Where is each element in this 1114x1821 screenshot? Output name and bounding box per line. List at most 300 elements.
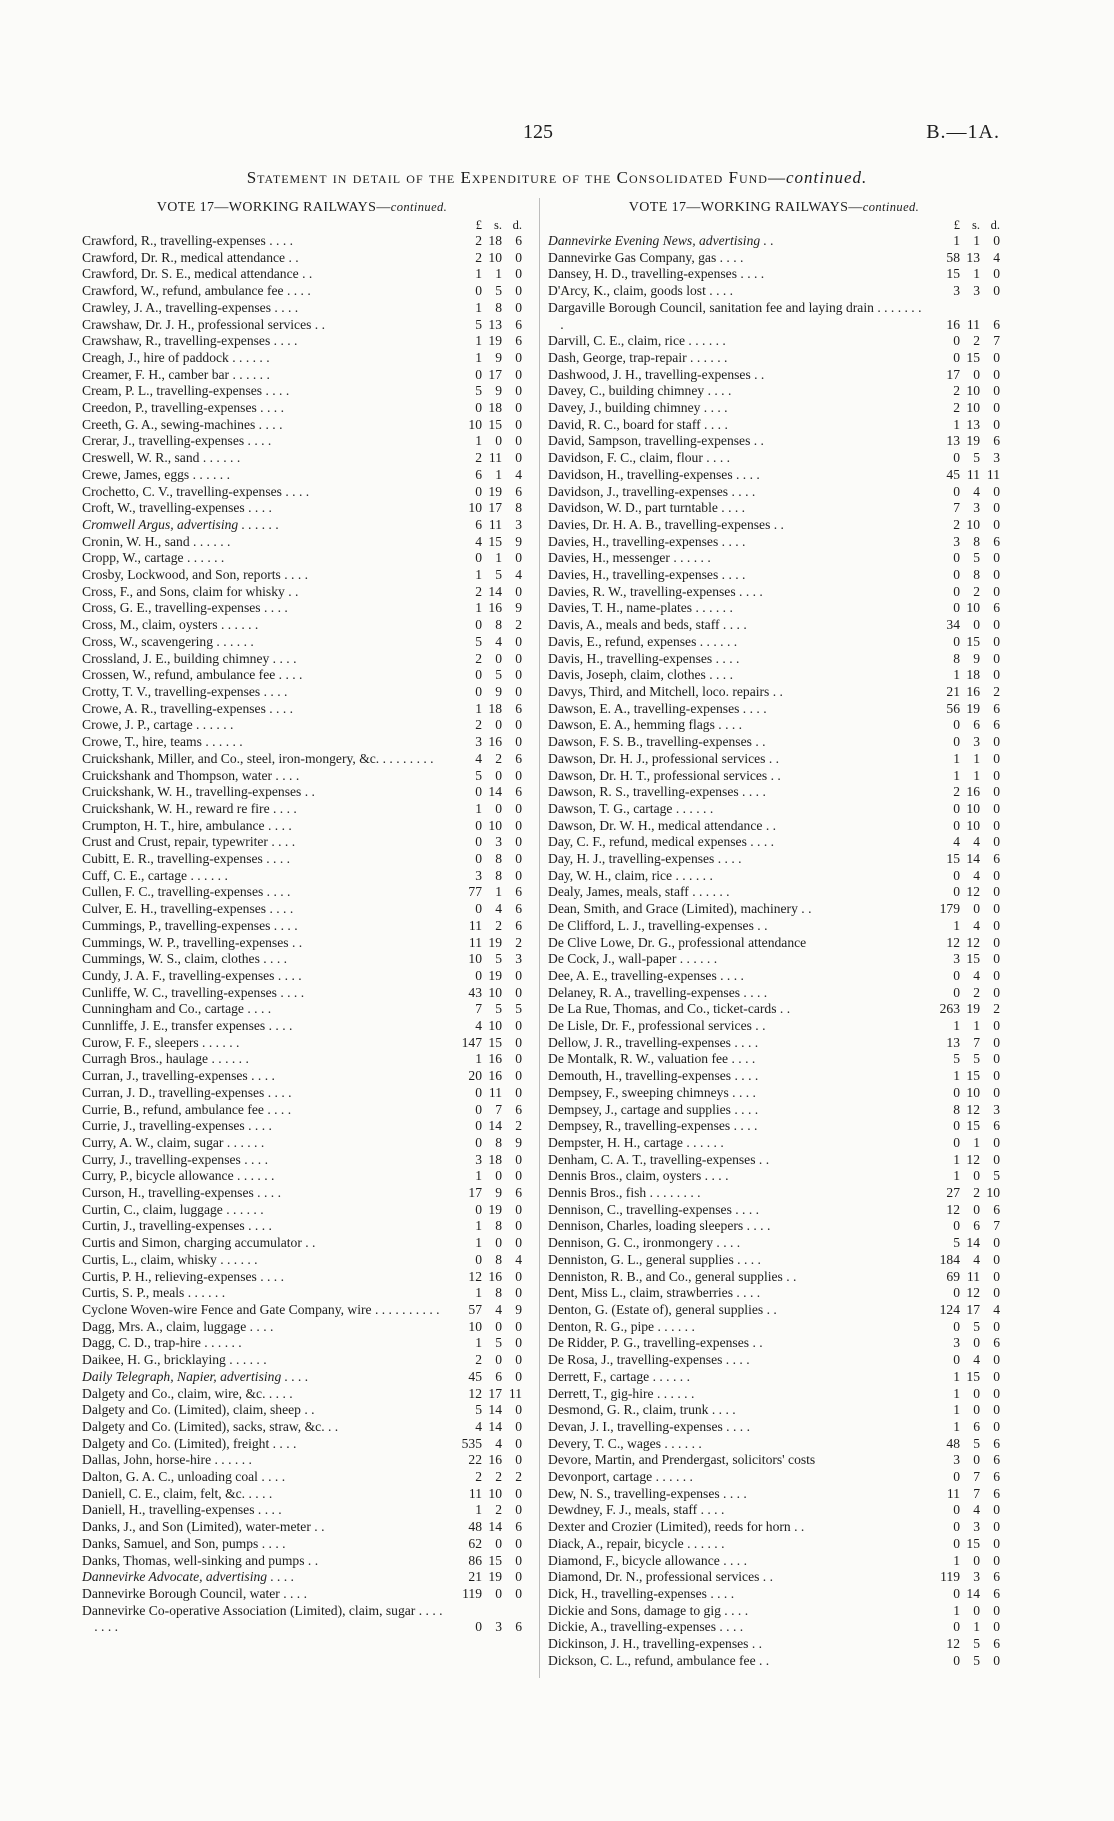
expenditure-entry bbox=[82, 600, 522, 617]
expenditure-entry bbox=[82, 1068, 522, 1085]
expenditure-entry bbox=[82, 784, 522, 801]
amount-pounds: 1 bbox=[475, 349, 482, 365]
expenditure-entry bbox=[82, 584, 522, 601]
amount-pence: 0 bbox=[993, 483, 1000, 499]
expenditure-entry bbox=[82, 317, 522, 334]
expenditure-entry bbox=[82, 1369, 522, 1386]
payee-description: Crawshaw, Dr. J. H., professional services . . bbox=[82, 316, 326, 332]
amount-shillings: 19 bbox=[488, 967, 502, 983]
amount-pence: 0 bbox=[993, 1268, 1000, 1284]
amount-shillings: 14 bbox=[488, 1402, 502, 1418]
expenditure-list bbox=[82, 233, 522, 1636]
payee-description: Devonport, cartage . . . . . . bbox=[548, 1469, 693, 1485]
expenditure-entry bbox=[82, 1386, 522, 1403]
amount-pence: 0 bbox=[993, 734, 1000, 750]
amount-pounds: 0 bbox=[953, 550, 960, 566]
amount-pence: 6 bbox=[993, 1485, 1000, 1501]
expenditure-entry bbox=[82, 1051, 522, 1068]
amount-pence: 0 bbox=[993, 1652, 1000, 1668]
amount-pence: 0 bbox=[515, 450, 522, 466]
amount-shillings: 15 bbox=[966, 1118, 980, 1134]
amount-pence: 0 bbox=[515, 1268, 522, 1284]
amount-pence: 0 bbox=[993, 283, 1000, 299]
amount-pence: 3 bbox=[993, 450, 1000, 466]
expenditure-entry bbox=[82, 918, 522, 935]
amount-shillings: 2 bbox=[973, 583, 980, 599]
amount-shillings: 8 bbox=[973, 567, 980, 583]
amount-pence: 0 bbox=[993, 416, 1000, 432]
payee-description: Davidson, H., travelling-expenses . . . . bbox=[548, 466, 760, 482]
amount-pounds: 11 bbox=[468, 1485, 482, 1501]
payee-description: Curson, H., travelling-expenses . . . . bbox=[82, 1185, 281, 1201]
expenditure-entry bbox=[548, 1519, 1000, 1536]
amount-pence: 0 bbox=[515, 767, 522, 783]
amount-pounds: 0 bbox=[953, 867, 960, 883]
amount-pounds: 3 bbox=[953, 951, 960, 967]
expenditure-entry bbox=[548, 1235, 1000, 1252]
amount-pounds: 1 bbox=[953, 1018, 960, 1034]
payee-description: De Montalk, R. W., valuation fee . . . . bbox=[548, 1051, 756, 1067]
amount-pence: 11 bbox=[986, 466, 1000, 482]
payee-description: Davies, T. H., name-plates . . . . . . bbox=[548, 600, 733, 616]
amount-shillings: 3 bbox=[973, 500, 980, 516]
payee-description: Dempster, H. H., cartage . . . . . . bbox=[548, 1134, 724, 1150]
expenditure-entry bbox=[548, 951, 1000, 968]
payee-description: Danks, J., and Son (Limited), water-meter . . bbox=[82, 1519, 325, 1535]
expenditure-entry bbox=[548, 667, 1000, 684]
shillings-header: s. bbox=[972, 218, 980, 232]
payee-description: Curran, J. D., travelling-expenses . . . . bbox=[82, 1084, 292, 1100]
amount-pence: 0 bbox=[993, 901, 1000, 917]
amount-shillings: 0 bbox=[973, 1402, 980, 1418]
amount-pounds: 1 bbox=[475, 1218, 482, 1234]
expenditure-entry bbox=[82, 534, 522, 551]
amount-shillings: 9 bbox=[495, 1185, 502, 1201]
amount-pence: 6 bbox=[993, 316, 1000, 332]
amount-shillings: 2 bbox=[495, 917, 502, 933]
amount-pence: 0 bbox=[993, 567, 1000, 583]
payee-description: Dexter and Crozier (Limited), reeds for horn . . bbox=[548, 1519, 805, 1535]
amount-pounds: 263 bbox=[939, 1001, 960, 1017]
amount-pence: 4 bbox=[515, 466, 522, 482]
amount-pence: 0 bbox=[993, 1535, 1000, 1551]
amount-shillings: 15 bbox=[966, 633, 980, 649]
payee-description: Dee, A. E., travelling-expenses . . . . bbox=[548, 967, 744, 983]
amount-pence: 6 bbox=[515, 750, 522, 766]
amount-pounds: 0 bbox=[475, 550, 482, 566]
expenditure-entry bbox=[82, 1085, 522, 1102]
amount-pence: 3 bbox=[993, 1101, 1000, 1117]
amount-pounds: 0 bbox=[475, 901, 482, 917]
expenditure-entry bbox=[82, 1352, 522, 1369]
expenditure-entry bbox=[548, 1486, 1000, 1503]
amount-pence: 0 bbox=[515, 1068, 522, 1084]
amount-pounds: 10 bbox=[468, 416, 482, 432]
amount-pounds: 0 bbox=[953, 1502, 960, 1518]
amount-shillings: 1 bbox=[973, 1619, 980, 1635]
amount-pence: 6 bbox=[993, 1452, 1000, 1468]
amount-shillings: 8 bbox=[495, 1285, 502, 1301]
expenditure-entry bbox=[548, 901, 1000, 918]
amount-pounds: 4 bbox=[475, 1018, 482, 1034]
vote-heading bbox=[548, 198, 1000, 217]
payee-description: Cubitt, E. R., travelling-expenses . . . . bbox=[82, 851, 291, 867]
amount-pounds: 0 bbox=[475, 1118, 482, 1134]
expenditure-entry bbox=[82, 1185, 522, 1202]
amount-pence: 0 bbox=[993, 1051, 1000, 1067]
amount-pounds: 12 bbox=[468, 1268, 482, 1284]
amount-shillings: 14 bbox=[488, 784, 502, 800]
right-column bbox=[548, 198, 1000, 1669]
payee-description: Dennison, Charles, loading sleepers . . . . bbox=[548, 1218, 771, 1234]
payee-description: Cropp, W., cartage . . . . . . bbox=[82, 550, 225, 566]
amount-pounds: 0 bbox=[953, 1352, 960, 1368]
amount-pounds: 0 bbox=[953, 583, 960, 599]
expenditure-entry bbox=[548, 1369, 1000, 1386]
amount-pence: 6 bbox=[993, 600, 1000, 616]
amount-shillings: 14 bbox=[488, 1418, 502, 1434]
amount-pence: 0 bbox=[993, 1418, 1000, 1434]
amount-pounds: 2 bbox=[475, 450, 482, 466]
amount-pence: 0 bbox=[993, 834, 1000, 850]
document-reference: B.—1A. bbox=[926, 121, 1000, 143]
amount-pence: 0 bbox=[515, 416, 522, 432]
payee-description: Diamond, F., bicycle allowance . . . . bbox=[548, 1552, 747, 1568]
amount-shillings: 5 bbox=[495, 283, 502, 299]
amount-pounds: 0 bbox=[475, 851, 482, 867]
expenditure-entry bbox=[82, 1452, 522, 1469]
expenditure-entry bbox=[548, 567, 1000, 584]
amount-shillings: 16 bbox=[488, 1051, 502, 1067]
amount-pence: 0 bbox=[515, 266, 522, 282]
amount-shillings: 10 bbox=[966, 516, 980, 532]
amount-pounds: 15 bbox=[946, 851, 960, 867]
amount-pence: 4 bbox=[515, 1251, 522, 1267]
amount-pence: 6 bbox=[993, 700, 1000, 716]
amount-pence: 0 bbox=[515, 867, 522, 883]
amount-pounds: 179 bbox=[939, 901, 960, 917]
payee-description: Daikee, H. G., bricklaying . . . . . . bbox=[82, 1352, 267, 1368]
amount-pounds: 4 bbox=[953, 834, 960, 850]
amount-shillings: 9 bbox=[973, 650, 980, 666]
amount-pence: 4 bbox=[993, 249, 1000, 265]
expenditure-entry bbox=[548, 1051, 1000, 1068]
amount-pence: 0 bbox=[515, 1201, 522, 1217]
amount-shillings: 12 bbox=[966, 934, 980, 950]
amount-pence: 0 bbox=[993, 934, 1000, 950]
payee-description: Cunningham and Co., cartage . . . . bbox=[82, 1001, 272, 1017]
amount-shillings: 4 bbox=[973, 867, 980, 883]
amount-pence: 6 bbox=[993, 433, 1000, 449]
amount-pounds: 11 bbox=[468, 917, 482, 933]
payee-description: Dargaville Borough Council, sanitation fee and laying drain . . . . . . . . bbox=[548, 299, 922, 332]
payee-description: Cruickshank, Miller, and Co., steel, iron-mongery, &c. . . . . . . . . bbox=[82, 750, 434, 766]
expenditure-entry bbox=[82, 684, 522, 701]
payee-description: Daniell, C. E., claim, felt, &c. . . . . bbox=[82, 1485, 273, 1501]
payee-description: Dalgety and Co. (Limited), freight . . . . bbox=[82, 1435, 297, 1451]
amount-pence: 2 bbox=[515, 1118, 522, 1134]
expenditure-entry bbox=[82, 517, 522, 534]
amount-shillings: 0 bbox=[495, 1235, 502, 1251]
amount-pence: 6 bbox=[515, 917, 522, 933]
amount-pence: 0 bbox=[993, 984, 1000, 1000]
payee-description: Diack, A., repair, bicycle . . . . . . bbox=[548, 1535, 725, 1551]
expenditure-entry bbox=[548, 734, 1000, 751]
amount-shillings: 11 bbox=[488, 1084, 502, 1100]
amount-shillings: 16 bbox=[488, 600, 502, 616]
payee-description: Curtis, L., claim, whisky . . . . . . bbox=[82, 1251, 258, 1267]
amount-pounds: 0 bbox=[953, 1585, 960, 1601]
payee-description: Crawford, W., refund, ambulance fee . . . . bbox=[82, 283, 311, 299]
amount-shillings: 10 bbox=[966, 400, 980, 416]
amount-shillings: 16 bbox=[488, 734, 502, 750]
payee-description: Cross, M., claim, oysters . . . . . . bbox=[82, 617, 259, 633]
expenditure-entry bbox=[82, 1001, 522, 1018]
amount-shillings: 0 bbox=[495, 1585, 502, 1601]
expenditure-entry bbox=[548, 617, 1000, 634]
expenditure-entry bbox=[548, 450, 1000, 467]
payee-description: Davis, H., travelling-expenses . . . . bbox=[548, 650, 740, 666]
amount-pence: 0 bbox=[515, 851, 522, 867]
expenditure-entry bbox=[548, 400, 1000, 417]
amount-shillings: 9 bbox=[495, 683, 502, 699]
amount-pence: 7 bbox=[993, 333, 1000, 349]
payee-description: Derrett, T., gig-hire . . . . . . bbox=[548, 1385, 695, 1401]
amount-shillings: 5 bbox=[973, 450, 980, 466]
expenditure-entry bbox=[548, 1068, 1000, 1085]
amount-pounds: 0 bbox=[475, 283, 482, 299]
expenditure-entry bbox=[82, 1436, 522, 1453]
amount-shillings: 5 bbox=[495, 567, 502, 583]
amount-pounds: 1 bbox=[475, 1335, 482, 1351]
expenditure-entry bbox=[548, 1586, 1000, 1603]
expenditure-entry bbox=[548, 517, 1000, 534]
amount-shillings: 5 bbox=[495, 1001, 502, 1017]
amount-shillings: 10 bbox=[966, 383, 980, 399]
payee-description: Dawson, E. A., travelling-expenses . . . . bbox=[548, 700, 767, 716]
amount-pence: 6 bbox=[993, 1335, 1000, 1351]
payee-description: Curow, F. F., sleepers . . . . . . bbox=[82, 1034, 240, 1050]
amount-pounds: 5 bbox=[475, 383, 482, 399]
amount-pence: 0 bbox=[993, 1368, 1000, 1384]
amount-shillings: 8 bbox=[495, 867, 502, 883]
expenditure-entry bbox=[548, 333, 1000, 350]
expenditure-entry bbox=[548, 935, 1000, 952]
payee-description: Curran, J., travelling-expenses . . . . bbox=[82, 1068, 275, 1084]
amount-shillings: 0 bbox=[973, 1452, 980, 1468]
payee-description: Crochetto, C. V., travelling-expenses . . . . bbox=[82, 483, 310, 499]
payee-description: Cunnliffe, J. E., transfer expenses . . . . bbox=[82, 1018, 293, 1034]
amount-shillings: 12 bbox=[966, 1101, 980, 1117]
expenditure-entry bbox=[82, 634, 522, 651]
expenditure-entry bbox=[548, 1252, 1000, 1269]
payee-description: Crawshaw, R., travelling-expenses . . . . bbox=[82, 333, 298, 349]
payee-description: Curtin, J., travelling-expenses . . . . bbox=[82, 1218, 272, 1234]
amount-pounds: 21 bbox=[468, 1569, 482, 1585]
payee-description: De La Rue, Thomas, and Co., ticket-cards . . bbox=[548, 1001, 791, 1017]
amount-pence: 5 bbox=[515, 1001, 522, 1017]
amount-pounds: 43 bbox=[468, 984, 482, 1000]
amount-pounds: 5 bbox=[475, 767, 482, 783]
amount-pence: 6 bbox=[515, 884, 522, 900]
amount-pence: 0 bbox=[993, 1134, 1000, 1150]
amount-pence: 0 bbox=[993, 767, 1000, 783]
payee-description: De Clive Lowe, Dr. G., professional attendance bbox=[548, 934, 807, 950]
amount-pence: 4 bbox=[515, 567, 522, 583]
expenditure-entry bbox=[82, 367, 522, 384]
amount-pence: 10 bbox=[986, 1185, 1000, 1201]
amount-pence: 6 bbox=[993, 1435, 1000, 1451]
pence-header: d. bbox=[990, 218, 1000, 232]
payee-description: Currie, J., travelling-expenses . . . . bbox=[82, 1118, 272, 1134]
expenditure-entry bbox=[548, 968, 1000, 985]
amount-shillings: 9 bbox=[495, 383, 502, 399]
amount-pence: 0 bbox=[993, 1068, 1000, 1084]
amount-shillings: 0 bbox=[973, 617, 980, 633]
amount-pounds: 1 bbox=[953, 750, 960, 766]
expenditure-entry bbox=[548, 1419, 1000, 1436]
amount-shillings: 0 bbox=[973, 1385, 980, 1401]
expenditure-entry bbox=[548, 751, 1000, 768]
amount-pence: 6 bbox=[993, 1636, 1000, 1652]
amount-shillings: 10 bbox=[488, 1018, 502, 1034]
amount-pounds: 4 bbox=[475, 750, 482, 766]
amount-shillings: 11 bbox=[966, 1268, 980, 1284]
amount-pence: 6 bbox=[515, 333, 522, 349]
amount-pence: 0 bbox=[515, 650, 522, 666]
amount-pence: 0 bbox=[515, 717, 522, 733]
amount-shillings: 18 bbox=[488, 700, 502, 716]
amount-shillings: 2 bbox=[973, 984, 980, 1000]
amount-pounds: 0 bbox=[953, 1318, 960, 1334]
payee-description: Dawson, F. S. B., travelling-expenses . . bbox=[548, 734, 766, 750]
expenditure-entry bbox=[548, 1302, 1000, 1319]
payee-description: Danks, Samuel, and Son, pumps . . . . bbox=[82, 1535, 286, 1551]
payee-description: Dalgety and Co. (Limited), sacks, straw, &c. . . bbox=[82, 1418, 339, 1434]
expenditure-entry bbox=[82, 751, 522, 768]
payee-description: Cronin, W. H., sand . . . . . . bbox=[82, 533, 231, 549]
amount-pounds: 0 bbox=[953, 483, 960, 499]
amount-pence: 6 bbox=[515, 901, 522, 917]
payee-description: Dent, Miss L., claim, strawberries . . . . bbox=[548, 1285, 761, 1301]
expenditure-entry bbox=[82, 1536, 522, 1553]
amount-pounds: 1 bbox=[475, 1235, 482, 1251]
expenditure-entry bbox=[82, 701, 522, 718]
payee-description: Cromwell Argus, advertising . . . . . . bbox=[82, 516, 279, 532]
payee-description: Davey, C., building chimney . . . . bbox=[548, 383, 732, 399]
amount-pence: 6 bbox=[515, 784, 522, 800]
payee-description: Dealy, James, meals, staff . . . . . . bbox=[548, 884, 730, 900]
amount-shillings: 4 bbox=[973, 834, 980, 850]
amount-shillings: 19 bbox=[488, 483, 502, 499]
payee-description: Day, W. H., claim, rice . . . . . . bbox=[548, 867, 713, 883]
payee-description: Cruickshank, W. H., reward re fire . . . . bbox=[82, 800, 297, 816]
amount-shillings: 10 bbox=[966, 817, 980, 833]
amount-pence: 0 bbox=[515, 1318, 522, 1334]
statement-title-main: Statement in detail of the Expenditure of the Consolidated Fund— bbox=[246, 168, 786, 187]
amount-pounds: 1 bbox=[953, 1068, 960, 1084]
amount-shillings: 12 bbox=[966, 884, 980, 900]
amount-pence: 0 bbox=[993, 366, 1000, 382]
amount-pounds: 1 bbox=[953, 1385, 960, 1401]
amount-pence: 0 bbox=[993, 1352, 1000, 1368]
amount-pence: 0 bbox=[515, 1402, 522, 1418]
amount-pounds: 0 bbox=[475, 483, 482, 499]
amount-pence: 0 bbox=[515, 1235, 522, 1251]
amount-pence: 6 bbox=[515, 316, 522, 332]
expenditure-entry bbox=[548, 1436, 1000, 1453]
amount-pounds: 7 bbox=[475, 1001, 482, 1017]
expenditure-entry bbox=[82, 667, 522, 684]
amount-pounds: 2 bbox=[953, 400, 960, 416]
amount-shillings: 0 bbox=[495, 1352, 502, 1368]
amount-shillings: 10 bbox=[488, 1485, 502, 1501]
amount-shillings: 1 bbox=[973, 1134, 980, 1150]
amount-pounds: 22 bbox=[468, 1452, 482, 1468]
expenditure-entry bbox=[548, 851, 1000, 868]
payee-description: Crawford, Dr. R., medical attendance . . bbox=[82, 249, 299, 265]
amount-pounds: 2 bbox=[475, 1469, 482, 1485]
amount-pence: 0 bbox=[515, 1335, 522, 1351]
amount-pence: 0 bbox=[993, 1034, 1000, 1050]
amount-shillings: 16 bbox=[966, 784, 980, 800]
amount-shillings: 19 bbox=[966, 1001, 980, 1017]
expenditure-entry bbox=[548, 717, 1000, 734]
amount-pence: 0 bbox=[515, 1018, 522, 1034]
amount-pence: 0 bbox=[993, 1235, 1000, 1251]
expenditure-entry bbox=[548, 266, 1000, 283]
amount-shillings: 16 bbox=[488, 1068, 502, 1084]
expenditure-entry bbox=[548, 1018, 1000, 1035]
amount-pounds: 6 bbox=[475, 466, 482, 482]
amount-pence: 0 bbox=[515, 1218, 522, 1234]
payee-description: Devore, Martin, and Prendergast, solicitors' costs bbox=[548, 1452, 816, 1468]
expenditure-entry bbox=[548, 684, 1000, 701]
amount-pence: 0 bbox=[993, 1502, 1000, 1518]
payee-description: Curragh Bros., haulage . . . . . . bbox=[82, 1051, 249, 1067]
amount-pence: 0 bbox=[515, 400, 522, 416]
amount-pounds: 0 bbox=[953, 1535, 960, 1551]
amount-shillings: 0 bbox=[495, 1318, 502, 1334]
amount-pounds: 1 bbox=[475, 1502, 482, 1518]
amount-pounds: 0 bbox=[475, 1101, 482, 1117]
payee-description: Cummings, P., travelling-expenses . . . . bbox=[82, 917, 298, 933]
amount-shillings: 0 bbox=[495, 433, 502, 449]
amount-pounds: 69 bbox=[946, 1268, 960, 1284]
expenditure-entry bbox=[82, 1469, 522, 1486]
amount-pence: 0 bbox=[993, 1519, 1000, 1535]
payee-description: Devan, J. I., travelling-expenses . . . . bbox=[548, 1418, 750, 1434]
expenditure-entry bbox=[82, 1252, 522, 1269]
vote-heading bbox=[82, 198, 522, 217]
amount-pounds: 3 bbox=[953, 1335, 960, 1351]
amount-pounds: 1 bbox=[475, 800, 482, 816]
expenditure-entry bbox=[548, 600, 1000, 617]
amount-pounds: 20 bbox=[468, 1068, 482, 1084]
amount-pounds: 119 bbox=[940, 1569, 960, 1585]
expenditure-entry bbox=[82, 1302, 522, 1319]
amount-pence: 0 bbox=[993, 917, 1000, 933]
payee-description: Davis, E., refund, expenses . . . . . . bbox=[548, 633, 738, 649]
vote-heading-suffix: continued. bbox=[390, 200, 448, 214]
amount-shillings: 2 bbox=[495, 1502, 502, 1518]
expenditure-entry bbox=[548, 1001, 1000, 1018]
amount-pence: 6 bbox=[993, 1585, 1000, 1601]
expenditure-entry bbox=[548, 1218, 1000, 1235]
amount-pounds: 0 bbox=[953, 800, 960, 816]
amount-pence: 0 bbox=[993, 1318, 1000, 1334]
pence-header: d. bbox=[512, 218, 522, 232]
